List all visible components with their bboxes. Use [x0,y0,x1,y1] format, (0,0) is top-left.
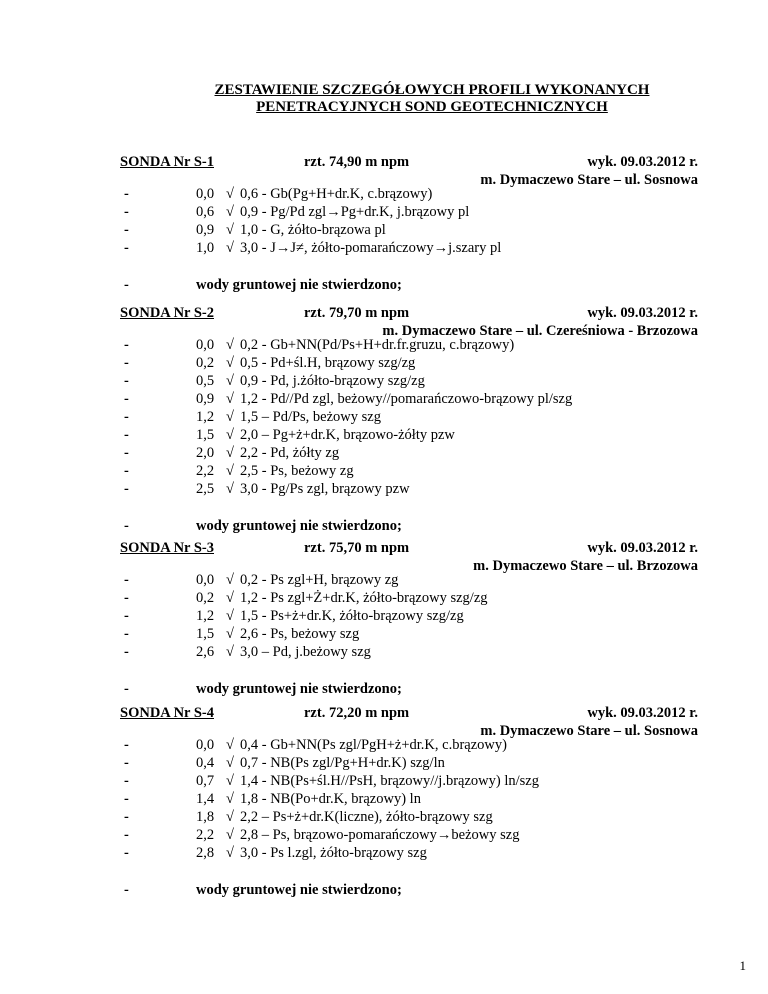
bullet-dash: - [124,882,129,898]
groundwater-text: wody gruntowej nie stwierdzono; [196,681,402,697]
bullet-dash: - [124,240,129,256]
sonda-location: m. Dymaczewo Stare – ul. Czereśniowa - Brzozowa [382,323,698,339]
check-icon: √ [226,827,234,843]
check-icon: √ [226,445,234,461]
check-icon: √ [226,391,234,407]
check-icon: √ [226,481,234,497]
layer-from-depth: 2,6 [196,644,215,660]
check-icon: √ [226,845,234,861]
check-icon: √ [226,773,234,789]
layer-description: 0,9 - Pd, j.żółto-brązowy szg/zg [240,373,425,389]
layer-description: 2,6 - Ps, beżowy szg [240,626,360,642]
layer-description: 1,2 - Ps zgl+Ż+dr.K, żółto-brązowy szg/zg [240,590,488,606]
layer-from-depth: 1,5 [196,427,215,443]
sonda-name: SONDA Nr S-3 [120,540,214,556]
layer-description: 0,5 - Pd+śl.H, brązowy szg/zg [240,355,416,371]
check-icon: √ [226,240,234,256]
layer-from-depth: 2,5 [196,481,215,497]
layer-description: 1,8 - NB(Po+dr.K, brązowy) ln [240,791,421,807]
check-icon: √ [226,572,234,588]
bullet-dash: - [124,755,129,771]
bullet-dash: - [124,409,129,425]
title-line-2: PENETRACYJNYCH SOND GEOTECHNICZNYCH [256,99,608,115]
sonda-location: m. Dymaczewo Stare – ul. Sosnowa [480,723,698,739]
bullet-dash: - [124,445,129,461]
layer-from-depth: 1,8 [196,809,215,825]
sonda-elevation: rzt. 79,70 m npm [304,305,410,321]
layer-description: 0,4 - Gb+NN(Ps zgl/PgH+ż+dr.K, c.brązowy) [240,737,507,753]
sonda-date: wyk. 09.03.2012 r. [587,705,698,721]
groundwater-text: wody gruntowej nie stwierdzono; [196,518,402,534]
bullet-dash: - [124,845,129,861]
check-icon: √ [226,608,234,624]
layer-description: 1,2 - Pd//Pd zgl, beżowy//pomarańczowo-brązowy pl/szg [240,391,573,407]
title-line-1: ZESTAWIENIE SZCZEGÓŁOWYCH PROFILI WYKONANYCH [214,82,650,98]
layer-from-depth: 1,2 [196,608,215,624]
bullet-dash: - [124,355,129,371]
document-title [0,82,768,116]
check-icon: √ [226,204,234,220]
bullet-dash: - [124,681,129,697]
check-icon: √ [226,373,234,389]
layer-description: 2,8 – Ps, brązowo-pomarańczowy→beżowy szg [240,827,520,843]
layer-description: 3,0 – Pd, j.beżowy szg [240,644,371,660]
layer-description: 3,0 - Pg/Ps zgl, brązowy pzw [240,481,410,497]
bullet-dash: - [124,204,129,220]
check-icon: √ [226,427,234,443]
layer-description: 0,2 - Gb+NN(Pd/Ps+H+dr.fr.gruzu, c.brązowy) [240,337,515,353]
layer-from-depth: 2,2 [196,463,215,479]
check-icon: √ [226,355,234,371]
sonda-date: wyk. 09.03.2012 r. [587,154,698,170]
bullet-dash: - [124,827,129,843]
bullet-dash: - [124,337,129,353]
layer-from-depth: 1,5 [196,626,215,642]
check-icon: √ [226,463,234,479]
check-icon: √ [226,644,234,660]
bullet-dash: - [124,463,129,479]
check-icon: √ [226,409,234,425]
layer-description: 0,2 - Ps zgl+H, brązowy zg [240,572,399,588]
layer-from-depth: 1,0 [196,240,215,256]
sonda-elevation: rzt. 72,20 m npm [304,705,410,721]
bullet-dash: - [124,277,129,293]
bullet-dash: - [124,481,129,497]
layer-description: 1,5 – Pd/Ps, beżowy szg [240,409,381,425]
layer-description: 2,2 – Ps+ż+dr.K(liczne), żółto-brązowy szg [240,809,493,825]
bullet-dash: - [124,222,129,238]
layer-from-depth: 0,9 [196,222,215,238]
page-number: 1 [739,958,746,973]
layer-description: 0,6 - Gb(Pg+H+dr.K, c.brązowy) [240,186,433,202]
layer-from-depth: 0,2 [196,355,215,371]
bullet-dash: - [124,791,129,807]
layer-from-depth: 2,0 [196,445,215,461]
check-icon: √ [226,590,234,606]
check-icon: √ [226,809,234,825]
sonda-date: wyk. 09.03.2012 r. [587,540,698,556]
sonda-name: SONDA Nr S-1 [120,154,214,170]
layer-from-depth: 0,7 [196,773,215,789]
layer-from-depth: 0,0 [196,186,215,202]
layer-description: 1,5 - Ps+ż+dr.K, żółto-brązowy szg/zg [240,608,464,624]
check-icon: √ [226,791,234,807]
bullet-dash: - [124,590,129,606]
bullet-dash: - [124,373,129,389]
check-icon: √ [226,755,234,771]
layer-description: 2,0 – Pg+ż+dr.K, brązowo-żółty pzw [240,427,455,443]
layer-from-depth: 0,6 [196,204,215,220]
check-icon: √ [226,222,234,238]
sonda-date: wyk. 09.03.2012 r. [587,305,698,321]
sonda-elevation: rzt. 74,90 m npm [304,154,410,170]
layer-from-depth: 0,5 [196,373,215,389]
sonda-location: m. Dymaczewo Stare – ul. Brzozowa [473,558,698,574]
groundwater-text: wody gruntowej nie stwierdzono; [196,277,402,293]
layer-description: 3,0 - Ps l.zgl, żółto-brązowy szg [240,845,427,861]
sonda-elevation: rzt. 75,70 m npm [304,540,410,556]
bullet-dash: - [124,737,129,753]
bullet-dash: - [124,626,129,642]
layer-from-depth: 0,2 [196,590,215,606]
sonda-location: m. Dymaczewo Stare – ul. Sosnowa [480,172,698,188]
layer-from-depth: 2,2 [196,827,215,843]
layer-description: 2,5 - Ps, beżowy zg [240,463,354,479]
bullet-dash: - [124,773,129,789]
layer-from-depth: 0,0 [196,337,215,353]
bullet-dash: - [124,391,129,407]
layer-description: 3,0 - J→J≠, żółto-pomarańczowy→j.szary pl [240,240,502,256]
bullet-dash: - [124,427,129,443]
layer-description: 1,4 - NB(Ps+śl.H//PsH, brązowy//j.brązowy) ln/szg [240,773,539,789]
bullet-dash: - [124,572,129,588]
layer-description: 1,0 - G, żółto-brązowa pl [240,222,386,238]
check-icon: √ [226,737,234,753]
check-icon: √ [226,337,234,353]
bullet-dash: - [124,809,129,825]
layer-from-depth: 0,0 [196,572,215,588]
layer-description: 0,7 - NB(Ps zgl/Pg+H+dr.K) szg/ln [240,755,445,771]
groundwater-text: wody gruntowej nie stwierdzono; [196,882,402,898]
layer-description: 0,9 - Pg/Pd zgl→Pg+dr.K, j.brązowy pl [240,204,470,220]
bullet-dash: - [124,644,129,660]
check-icon: √ [226,626,234,642]
layer-from-depth: 0,0 [196,737,215,753]
layer-from-depth: 1,4 [196,791,215,807]
layer-from-depth: 2,8 [196,845,215,861]
sonda-name: SONDA Nr S-4 [120,705,214,721]
bullet-dash: - [124,186,129,202]
check-icon: √ [226,186,234,202]
bullet-dash: - [124,518,129,534]
layer-description: 2,2 - Pd, żółty zg [240,445,340,461]
layer-from-depth: 0,4 [196,755,215,771]
layer-from-depth: 0,9 [196,391,215,407]
layer-from-depth: 1,2 [196,409,215,425]
bullet-dash: - [124,608,129,624]
sonda-name: SONDA Nr S-2 [120,305,214,321]
